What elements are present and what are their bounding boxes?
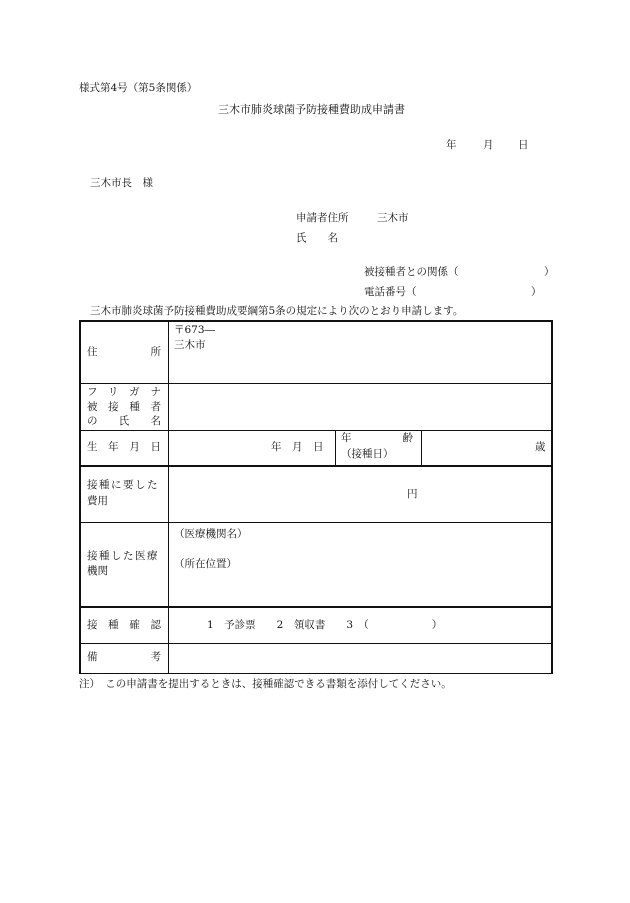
table-line [168,320,169,674]
cost-unit: 円 [407,488,418,500]
table-line [79,643,553,644]
age-unit: 歳 [535,441,546,453]
table-border-left [79,320,81,674]
form-number: 様式第4号（第5条関係） [79,82,198,94]
recipient-name-label: の氏名 [87,415,161,427]
applicant-address-label: 申請者住所 [296,212,349,224]
table-border-top [79,320,553,322]
remarks-label: 備 考 [87,651,161,663]
institution-location-label: （所在位置） [174,558,237,570]
table-border-right [551,320,553,674]
cost-label: 接種に要した [87,479,159,491]
birthdate-label: 生年月日 [87,441,161,453]
cost-label-2: 費用 [87,495,108,507]
institution-name-label: （医療機関名） [174,528,248,540]
table-line [79,383,553,384]
applicant-address-value: 三木市 [377,212,409,224]
table-line [421,430,422,466]
footnote: 注） この申請書を提出するときは、接種確認できる書類を添付してください。 [79,678,452,690]
table-line [79,522,553,523]
institution-label-2: 機関 [87,565,108,577]
date-year: 年 [446,139,457,151]
addressee: 三木市長 様 [90,177,153,189]
age-label: 年齢 [341,432,413,444]
furigana-label: フリガナ [87,386,161,398]
address-city: 三木市 [174,339,206,351]
relation-close: ） [544,266,555,278]
table-line [79,430,553,431]
table-line [79,606,553,608]
recipient-label: 被接種者 [87,401,161,413]
date-month: 月 [483,139,494,151]
birthdate-ymd: 年 月 日 [271,441,324,453]
relation-label: 被接種者との関係（ [364,266,459,278]
table-line [79,465,553,467]
table-border-bottom [79,673,553,674]
age-sub-label: （接種日） [341,448,394,460]
applicant-name-label: 氏 名 [296,232,338,244]
phone-label: 電話番号（ [364,286,417,298]
address-label: 住 所 [87,346,161,358]
document-title: 三木市肺炎球菌予防接種費助成申請書 [218,103,405,116]
table-line [335,430,336,466]
phone-close: ） [531,286,542,298]
confirmation-label: 接種確認 [87,619,161,631]
postal-code: 〒673― [174,324,216,336]
intro-text: 三木市肺炎球菌予防接種費助成要綱第5条の規定により次のとおり申請します。 [90,305,464,317]
institution-label: 接種した医療 [87,550,159,562]
application-form-table [79,320,553,674]
date-day: 日 [518,139,529,151]
confirmation-options: 1 予診票 2 領収書 3 （ ） [207,619,443,631]
